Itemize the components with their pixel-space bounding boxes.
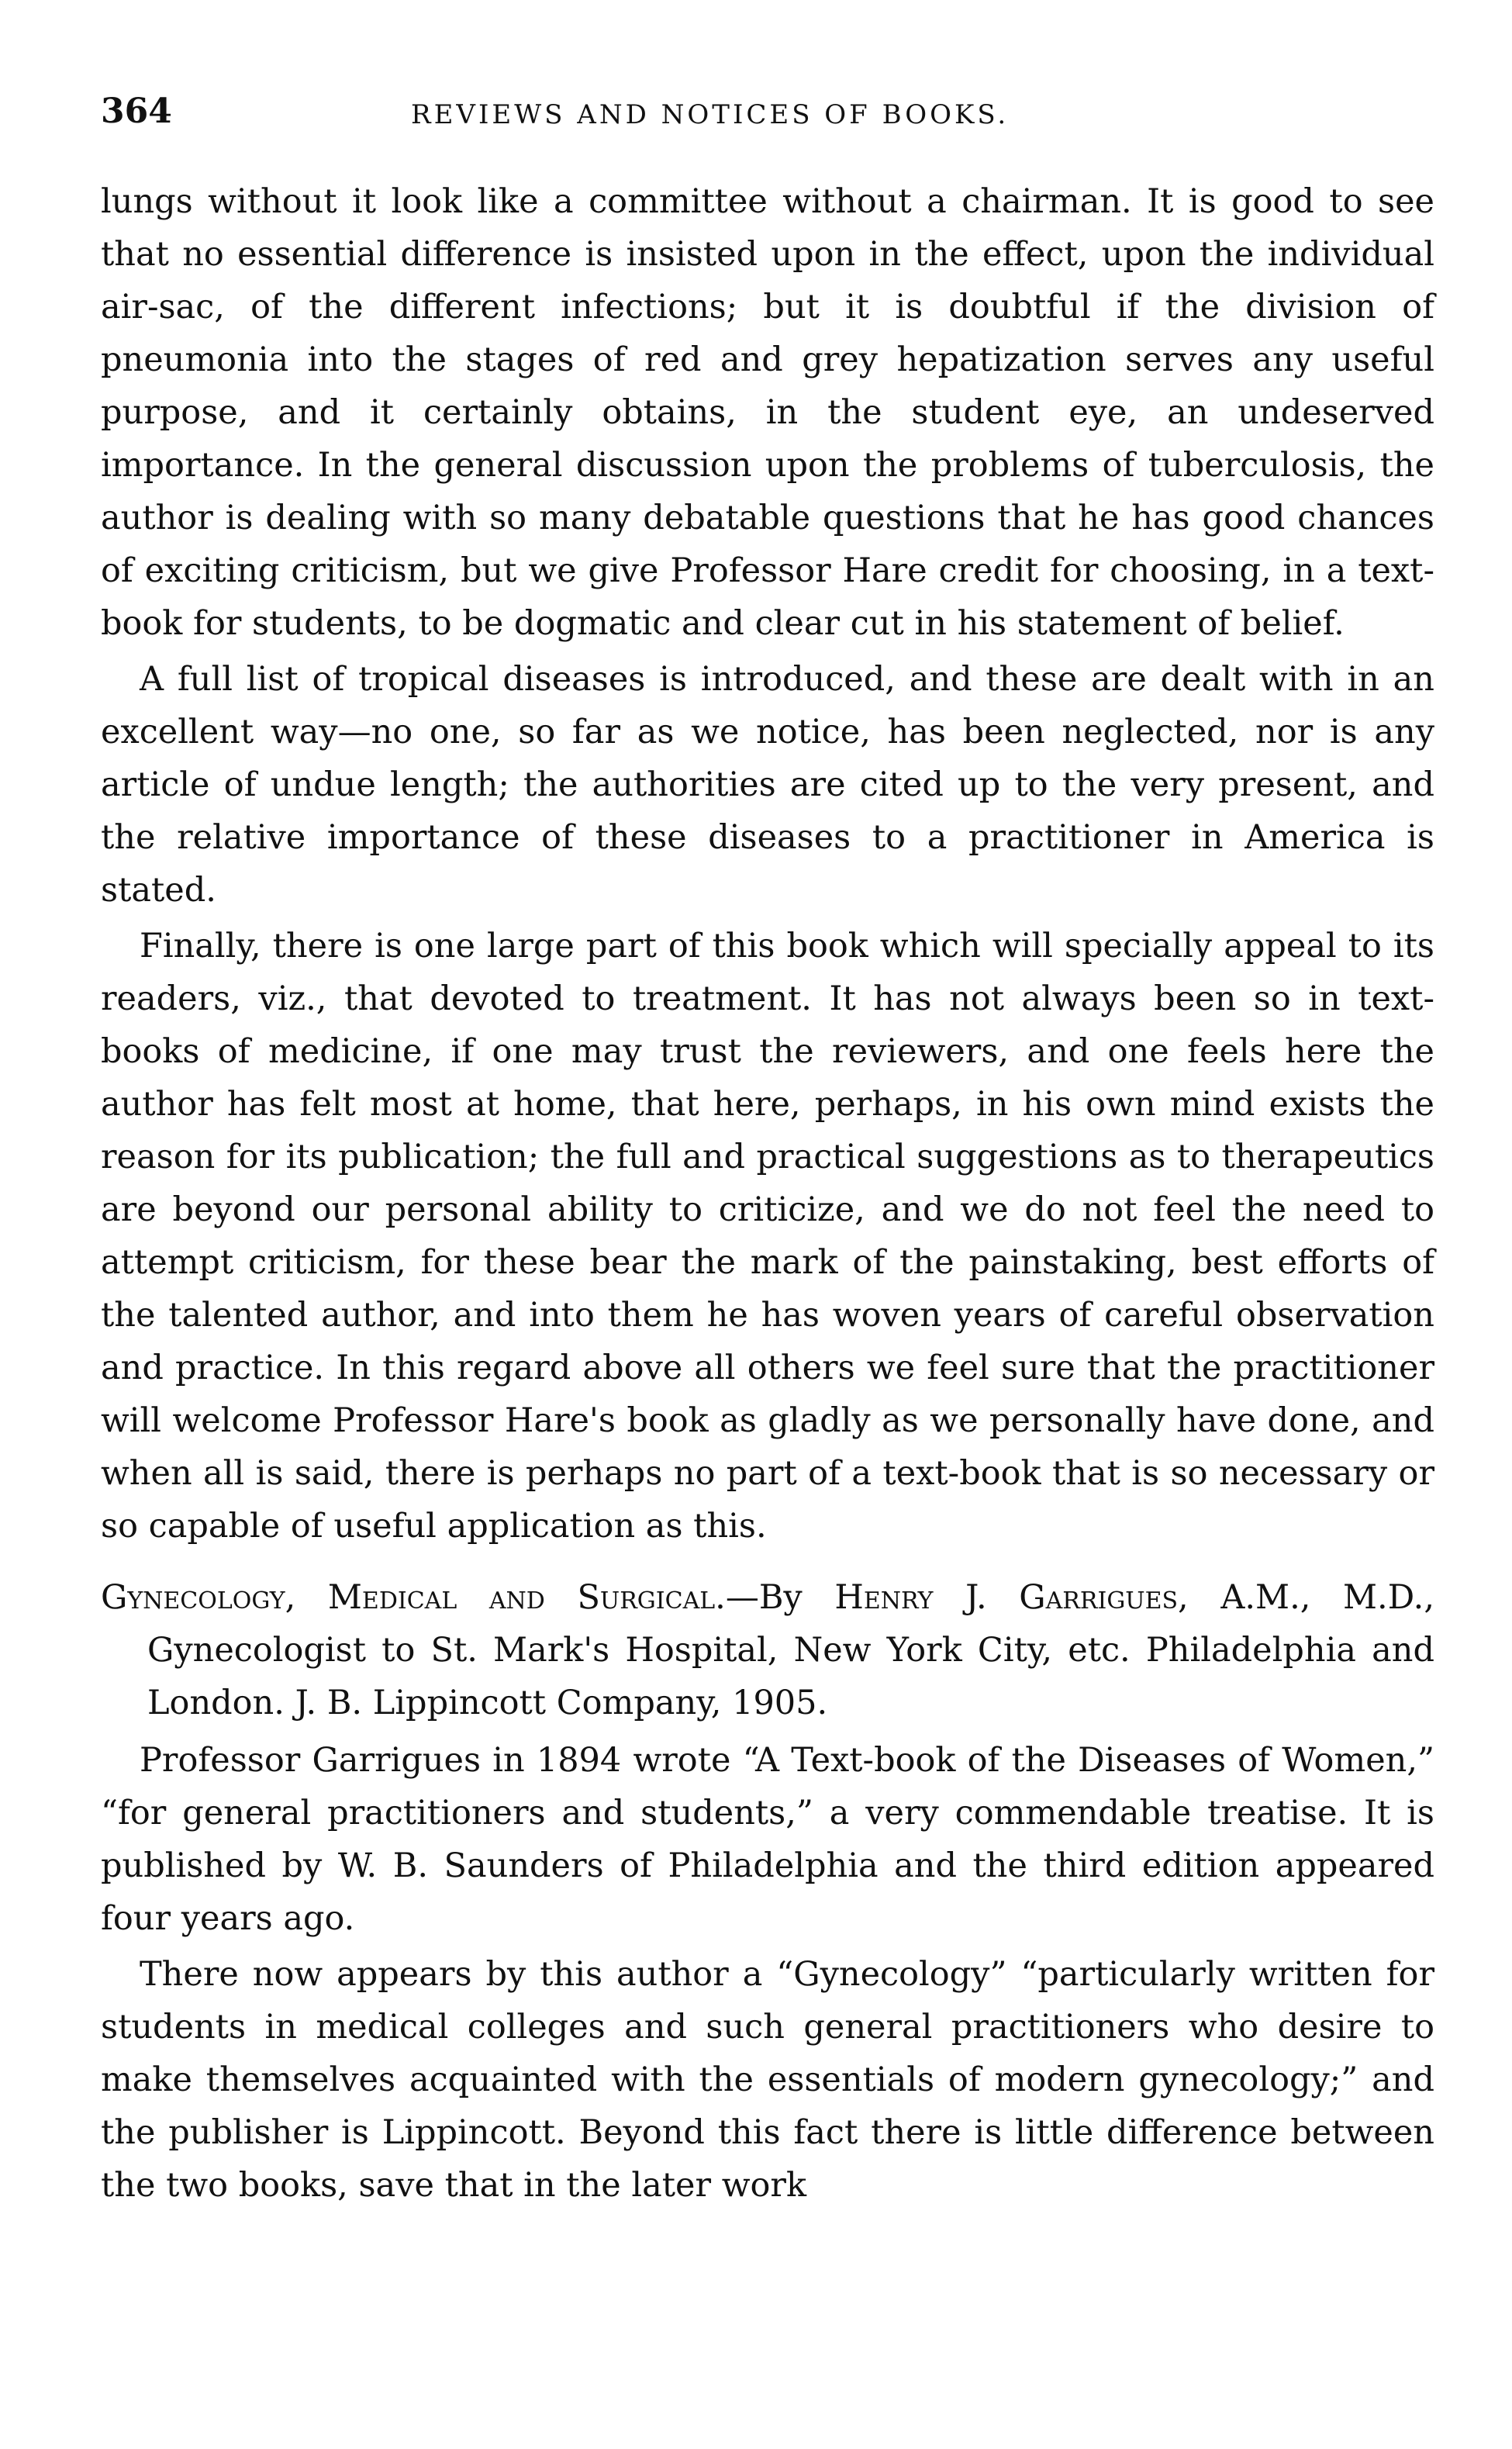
body-text xyxy=(101,175,1434,2215)
review-publication-details: A.M., M.D., Gynecologist to St. Mark's Hospital, New York City, etc. Philadelphia and London. J. B. Lippincott Company, 1905. xyxy=(147,1578,1435,1722)
running-title: REVIEWS AND NOTICES OF BOOKS. xyxy=(411,99,1010,130)
paragraph-continued: lungs without it look like a committee without a chairman. It is good to see that no essential difference is insisted upon in the effect, upon the individual air-sac, of the different infections; but it is doubtful if the division of pneumonia into the stages of red and grey hepatization serves any useful purpose, and it certainly obtains, in the student eye, an undeserved importance. In the general discussion upon the problems of tuberculosis, the author is dealing with so many debatable questions that he has good chances of exciting criticism, but we give Professor Hare credit for choosing, in a text-book for students, to be dogmatic and clear cut in his statement of belief. xyxy=(101,182,1434,643)
paragraph-garrigues-1894: Professor Garrigues in 1894 wrote “A Text-book of the Diseases of Women,” “for general practitioners and students,” a very commendable treatise. It is published by W. B. Saunders of Philadelphia and the third edition appeared four years ago. xyxy=(101,1741,1434,1938)
paragraph-treatment: Finally, there is one large part of this book which will specially appeal to its readers, viz., that devoted to treatment. It has not always been so in text-books of medicine, if one may trust the reviewers, and one feels here the author has felt most at home, that here, perhaps, in his own mind exists the reason for its publication; the full and practical suggestions as to therapeutics are beyond our personal ability to criticize, and we do not feel the need to attempt criticism, for these bear the mark of the painstaking, best efforts of the talented author, and into them he has woven years of careful observation and practice. In this regard above all others we feel sure that the practitioner will welcome Professor Hare's book as gladly as we personally have done, and when all is said, there is perhaps no part of a text-book that is so necessary or so capable of useful application as this. xyxy=(101,927,1434,1546)
running-head xyxy=(101,92,1434,138)
page-number: 364 xyxy=(101,92,172,131)
review-heading xyxy=(101,1571,1434,1729)
review-book-title: Gynecology, Medical and Surgical. xyxy=(101,1578,726,1617)
paragraph-tropical-diseases: A full list of tropical diseases is introduced, and these are dealt with in an excellent way—no one, so far as we notice, has been neglected, nor is any article of undue length; the authorities are cited up to the very present, and the relative importance of these diseases to a practitioner in America is stated. xyxy=(101,660,1434,910)
paragraph-new-gynecology: There now appears by this author a “Gynecology” “particularly written for students in medical colleges and such general practitioners who desire to make themselves acquainted with the essentials of modern gynecology;” and the publisher is Lippincott. Beyond this fact there is little difference between the two books, save that in the later work xyxy=(101,1955,1434,2205)
review-author: Henry J. Garrigues, xyxy=(834,1578,1189,1617)
review-by: —By xyxy=(725,1578,803,1617)
